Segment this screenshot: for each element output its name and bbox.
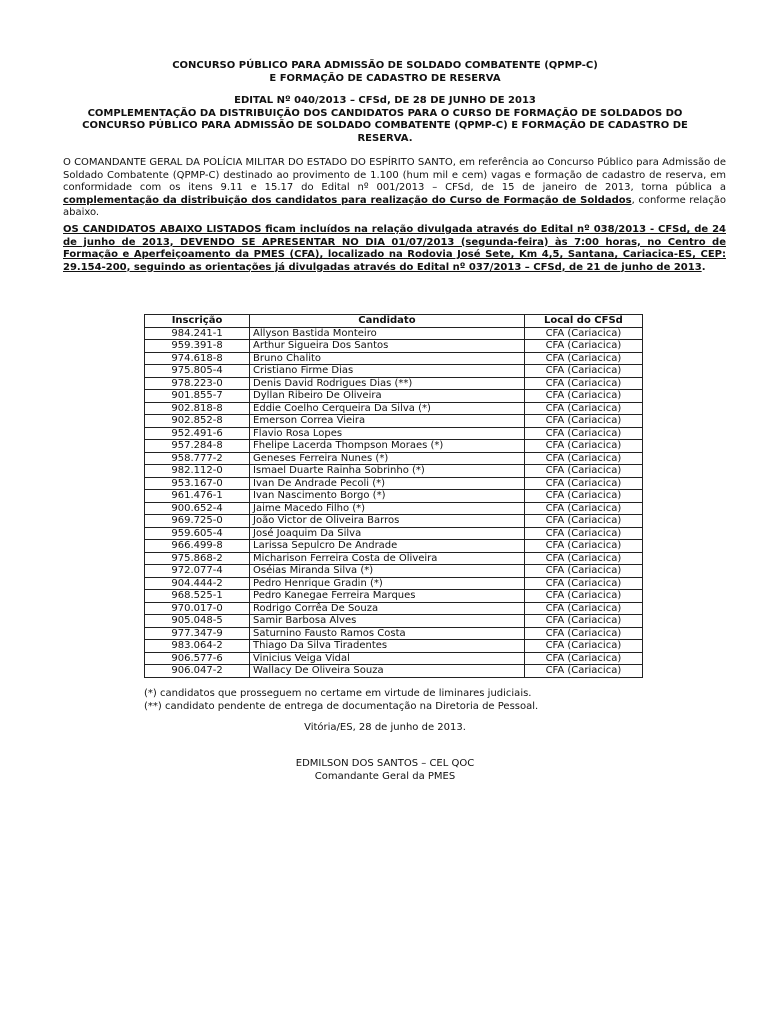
footnotes [144, 688, 538, 713]
local-cell: CFA (Cariacica) [524, 565, 642, 578]
table-row [145, 327, 643, 340]
table-row [145, 577, 643, 590]
inscricao-cell: 972.077-4 [145, 565, 250, 578]
local-cell: CFA (Cariacica) [524, 615, 642, 628]
local-cell: CFA (Cariacica) [524, 640, 642, 653]
inscricao-cell: 975.805-4 [145, 365, 250, 378]
local-cell: CFA (Cariacica) [524, 402, 642, 415]
candidato-cell: Pedro Henrique Gradin (*) [250, 577, 525, 590]
candidato-cell: Flavio Rosa Lopes [250, 427, 525, 440]
table-header-row [145, 315, 643, 328]
candidato-cell: Jaime Macedo Filho (*) [250, 502, 525, 515]
local-cell: CFA (Cariacica) [524, 577, 642, 590]
inscricao-cell: 902.852-8 [145, 415, 250, 428]
inscricao-cell: 905.048-5 [145, 615, 250, 628]
inscricao-cell: 983.064-2 [145, 640, 250, 653]
table-row [145, 665, 643, 678]
signatory-name: EDMILSON DOS SANTOS – CEL QOC [295, 758, 475, 769]
table-row [145, 527, 643, 540]
candidato-cell: Emerson Correa Vieira [250, 415, 525, 428]
inscricao-cell: 974.618-8 [145, 352, 250, 365]
local-cell: CFA (Cariacica) [524, 465, 642, 478]
table-row [145, 652, 643, 665]
candidato-cell: Wallacy De Oliveira Souza [250, 665, 525, 678]
inscricao-cell: 904.444-2 [145, 577, 250, 590]
inscricao-cell: 902.818-8 [145, 402, 250, 415]
table-body [145, 327, 643, 677]
table-row [145, 415, 643, 428]
inscricao-cell: 977.347-9 [145, 627, 250, 640]
candidato-cell: Micharison Ferreira Costa de Oliveira [250, 552, 525, 565]
candidato-cell: Samir Barbosa Alves [250, 615, 525, 628]
candidato-cell: Fhelipe Lacerda Thompson Moraes (*) [250, 440, 525, 453]
table-row [145, 552, 643, 565]
table-row [145, 427, 643, 440]
candidato-cell: Oséias Miranda Silva (*) [250, 565, 525, 578]
table-row [145, 465, 643, 478]
local-cell: CFA (Cariacica) [524, 340, 642, 353]
local-cell: CFA (Cariacica) [524, 390, 642, 403]
candidato-cell: Saturnino Fausto Ramos Costa [250, 627, 525, 640]
intro-text-end: , conforme relação abaixo. [63, 194, 727, 218]
local-cell: CFA (Cariacica) [524, 365, 642, 378]
inscricao-cell: 984.241-1 [145, 327, 250, 340]
footnote-double-asterisk: (**) candidato pendente de entrega de documentação na Diretoria de Pessoal. [144, 700, 539, 712]
signatory-title: Comandante Geral da PMES [314, 770, 456, 782]
table-row [145, 590, 643, 603]
local-cell: CFA (Cariacica) [524, 652, 642, 665]
inscricao-cell: 969.725-0 [145, 515, 250, 528]
inscricao-cell: 982.112-0 [145, 465, 250, 478]
candidato-cell: Larissa Sepulcro De Andrade [250, 540, 525, 553]
local-cell: CFA (Cariacica) [524, 527, 642, 540]
inscricao-cell: 953.167-0 [145, 477, 250, 490]
inscricao-cell: 966.499-8 [145, 540, 250, 553]
header-local: Local do CFSd [524, 315, 642, 328]
table-row [145, 452, 643, 465]
local-cell: CFA (Cariacica) [524, 452, 642, 465]
candidato-cell: Pedro Kanegae Ferreira Marques [250, 590, 525, 603]
inscricao-cell: 957.284-8 [145, 440, 250, 453]
inscricao-cell: 906.577-6 [145, 652, 250, 665]
inscricao-cell: 968.525-1 [145, 590, 250, 603]
inscricao-cell: 952.491-6 [145, 427, 250, 440]
table-row [145, 640, 643, 653]
local-cell: CFA (Cariacica) [524, 427, 642, 440]
table-row [145, 477, 643, 490]
footnote-single-asterisk: (*) candidatos que prosseguem no certame em virtude de liminares judiciais. [144, 688, 532, 699]
inscricao-cell: 901.855-7 [145, 390, 250, 403]
candidates-table [144, 314, 643, 678]
inscricao-cell: 958.777-2 [145, 452, 250, 465]
local-cell: CFA (Cariacica) [524, 515, 642, 528]
intro-paragraph [63, 157, 726, 220]
date-line: Vitória/ES, 28 de junho de 2013. [304, 722, 466, 733]
table-row [145, 340, 643, 353]
intro-emphasis: complementação da distribuição dos candidatos para realização do Curso de Formação de Soldados [63, 194, 632, 206]
notice-paragraph [63, 224, 726, 274]
intro-text: O COMANDANTE GERAL DA POLÍCIA MILITAR DO ESTADO DO ESPÍRITO SANTO, em referência ao Concurso Público para Admissão de Soldado Combatente (QPMP-C) destinado ao provimento de 1.100 (hum mil e cem) vagas e formação de cadastro de reserva, em conformidade com os itens 9.11 e 15.17 do Edital nº 001/2013 – CFSd, de 15 de janeiro de 2013, torna pública a [63, 157, 726, 193]
local-cell: CFA (Cariacica) [524, 540, 642, 553]
inscricao-cell: 978.223-0 [145, 377, 250, 390]
local-cell: CFA (Cariacica) [524, 665, 642, 678]
candidato-cell: Dyllan Ribeiro De Oliveira [250, 390, 525, 403]
local-cell: CFA (Cariacica) [524, 440, 642, 453]
candidato-cell: Ivan Nascimento Borgo (*) [250, 490, 525, 503]
table-row [145, 440, 643, 453]
local-cell: CFA (Cariacica) [524, 602, 642, 615]
edital-subject-line-2: CONCURSO PÚBLICO PARA ADMISSÃO DE SOLDADO COMBATENTE (QPMP-C) E FORMAÇÃO DE CADASTRO DE [82, 120, 688, 131]
notice-end: . [701, 261, 706, 273]
local-cell: CFA (Cariacica) [524, 327, 642, 340]
signature-block [60, 758, 710, 783]
candidato-cell: João Victor de Oliveira Barros [250, 515, 525, 528]
contest-heading [60, 60, 710, 85]
candidato-cell: Rodrigo Corrêa De Souza [250, 602, 525, 615]
edital-heading [60, 95, 710, 145]
candidato-cell: Bruno Chalito [250, 352, 525, 365]
inscricao-cell: 959.391-8 [145, 340, 250, 353]
inscricao-cell: 975.868-2 [145, 552, 250, 565]
inscricao-cell: 970.017-0 [145, 602, 250, 615]
contest-title-line-2: E FORMAÇÃO DE CADASTRO DE RESERVA [269, 72, 501, 84]
inscricao-cell: 900.652-4 [145, 502, 250, 515]
header-inscricao: Inscrição [145, 315, 250, 328]
table-row [145, 490, 643, 503]
table-row [145, 565, 643, 578]
table-row [145, 390, 643, 403]
local-cell: CFA (Cariacica) [524, 352, 642, 365]
notice-text: OS CANDIDATOS ABAIXO LISTADOS ficam incluídos na relação divulgada através do Edital nº 038/2013 - CFSd, de 24 de junho de 2013, DEVENDO SE APRESENTAR NO DIA 01/07/2013 (segunda-feira) às 7:00 horas, no Centro de Formação e Aperfeiçoamento da PMES (CFA), localizado na Rodovia José Sete, Km 4,5, Santana, Cariacica-ES, CEP: 29.154-200, seguindo as orientações já divulgadas através do Edital nº 037/2013 – CFSd, de 21 de junho de 2013 [63, 224, 726, 273]
edital-number: EDITAL Nº 040/2013 – CFSd, DE 28 DE JUNHO DE 2013 [234, 95, 536, 106]
table-row [145, 365, 643, 378]
local-cell: CFA (Cariacica) [524, 590, 642, 603]
local-cell: CFA (Cariacica) [524, 415, 642, 428]
table-row [145, 515, 643, 528]
edital-subject-line-1: COMPLEMENTAÇÃO DA DISTRIBUIÇÃO DOS CANDIDATOS PARA O CURSO DE FORMAÇÃO DE SOLDADOS DO [87, 107, 683, 119]
local-cell: CFA (Cariacica) [524, 477, 642, 490]
table-row [145, 377, 643, 390]
table-row [145, 615, 643, 628]
edital-subject-line-3: RESERVA. [357, 132, 413, 144]
candidato-cell: José Joaquim Da Silva [250, 527, 525, 540]
table-row [145, 402, 643, 415]
candidato-cell: Allyson Bastida Monteiro [250, 327, 525, 340]
inscricao-cell: 906.047-2 [145, 665, 250, 678]
candidato-cell: Denis David Rodrigues Dias (**) [250, 377, 525, 390]
contest-title-line-1: CONCURSO PÚBLICO PARA ADMISSÃO DE SOLDADO COMBATENTE (QPMP-C) [172, 60, 598, 71]
table-row [145, 602, 643, 615]
candidato-cell: Ismael Duarte Rainha Sobrinho (*) [250, 465, 525, 478]
local-cell: CFA (Cariacica) [524, 377, 642, 390]
local-cell: CFA (Cariacica) [524, 552, 642, 565]
inscricao-cell: 959.605-4 [145, 527, 250, 540]
candidato-cell: Arthur Sigueira Dos Santos [250, 340, 525, 353]
table-row [145, 502, 643, 515]
inscricao-cell: 961.476-1 [145, 490, 250, 503]
local-cell: CFA (Cariacica) [524, 490, 642, 503]
table-row [145, 627, 643, 640]
candidato-cell: Eddie Coelho Cerqueira Da Silva (*) [250, 402, 525, 415]
local-cell: CFA (Cariacica) [524, 627, 642, 640]
table-row [145, 352, 643, 365]
table-row [145, 540, 643, 553]
header-candidato: Candidato [250, 315, 525, 328]
candidato-cell: Cristiano Firme Dias [250, 365, 525, 378]
candidato-cell: Vinicius Veiga Vidal [250, 652, 525, 665]
candidato-cell: Geneses Ferreira Nunes (*) [250, 452, 525, 465]
candidato-cell: Thiago Da Silva Tiradentes [250, 640, 525, 653]
candidato-cell: Ivan De Andrade Pecoli (*) [250, 477, 525, 490]
local-cell: CFA (Cariacica) [524, 502, 642, 515]
